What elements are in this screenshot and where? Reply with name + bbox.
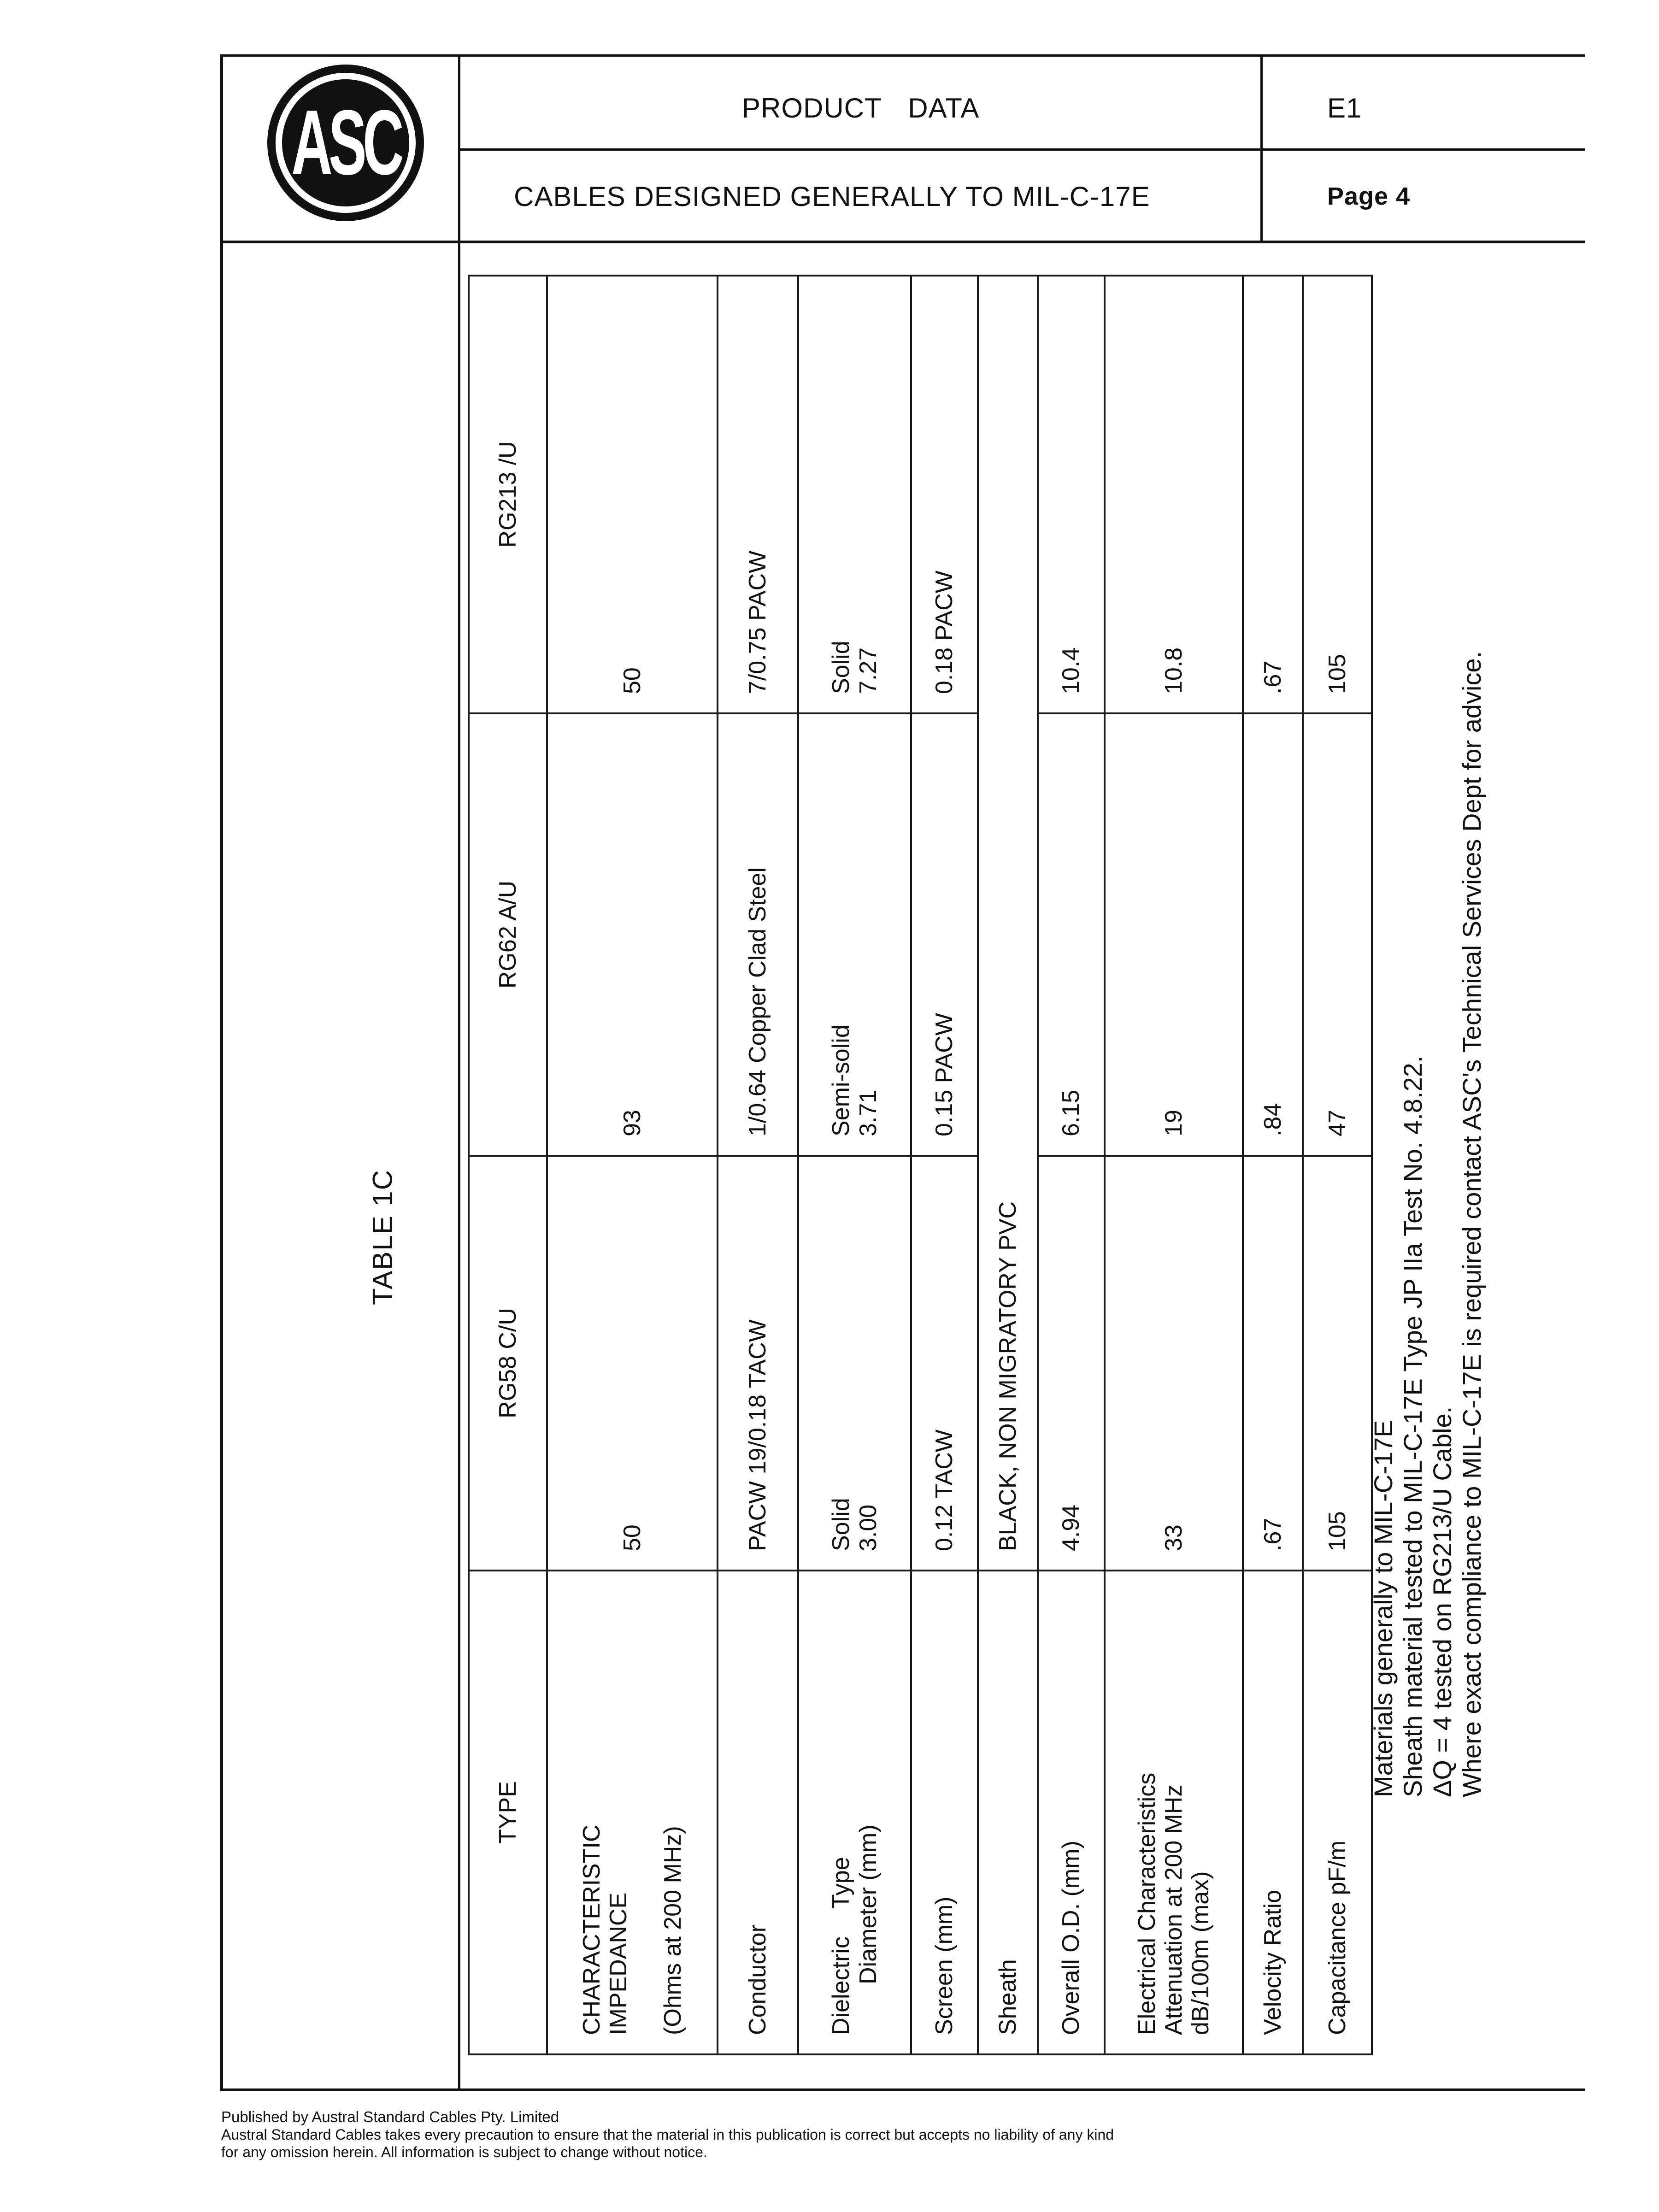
data-table-container <box>468 276 1357 2055</box>
row-velocity-ratio <box>1243 276 1303 2054</box>
cell-value: 33 <box>1105 1156 1243 1571</box>
publisher-footer <box>221 2108 1604 2161</box>
cell-value: 19 <box>1105 713 1243 1156</box>
cell-value: 105 <box>1303 1156 1372 1571</box>
cell-value: 0.12 TACW <box>911 1156 978 1571</box>
asc-logo <box>267 65 424 221</box>
row-label: Sheath <box>978 1571 1038 2054</box>
cell-value-spanning: BLACK, NON MIGRATORY PVC <box>978 276 1038 1571</box>
table-notes <box>1369 276 1487 1797</box>
row-sheath <box>978 276 1038 2054</box>
cell-value: 105 <box>1303 276 1372 713</box>
disclaimer-line: for any omission herein. All information is subject to change without notice. <box>221 2143 707 2160</box>
row-label <box>1105 1571 1243 2054</box>
label-line: CHARACTERISTIC <box>578 1824 605 2035</box>
note-line: ΔQ = 4 tested on RG213/U Cable. <box>1428 1406 1457 1797</box>
column-header-rg58: RG58 C/U <box>469 1156 547 1571</box>
column-header-type: TYPE <box>469 1571 547 2054</box>
header-bottom-border <box>220 241 1585 243</box>
row-label: Overall O.D. (mm) <box>1038 1571 1105 2054</box>
page-number: Page 4 <box>1327 182 1411 210</box>
cell-value: 10.4 <box>1038 276 1105 713</box>
row-label <box>798 1571 911 2054</box>
value-line: Solid <box>828 1498 855 1551</box>
label-line: (Ohms at 200 MHz) <box>659 1826 687 2035</box>
disclaimer-line: Austral Standard Cables takes every precaution to ensure that the material in this publication is correct but accepts no liability of any kind <box>221 2126 1114 2143</box>
row-conductor <box>718 276 798 2054</box>
row-label: Velocity Ratio <box>1243 1571 1303 2054</box>
cell-value: 7/0.75 PACW <box>718 276 798 713</box>
cell-value: 10.8 <box>1105 276 1243 713</box>
cell-value: 47 <box>1303 713 1372 1156</box>
cell-value: 50 <box>547 276 718 713</box>
row-capacitance <box>1303 276 1372 2054</box>
row-attenuation <box>1105 276 1243 2054</box>
row-label: Capacitance pF/m <box>1303 1571 1372 2054</box>
label-spacer <box>632 1590 659 2035</box>
row-impedance <box>547 276 718 2054</box>
cell-value: .84 <box>1243 713 1303 1156</box>
note-line: Sheath material tested to MIL-C-17E Type JP IIa Test No. 4.8.22. <box>1398 1055 1427 1797</box>
label-line: Attenuation at 200 MHz <box>1160 1784 1187 2035</box>
cell-value <box>798 1156 911 1571</box>
label-type: Type <box>828 1857 855 1909</box>
row-label: Conductor <box>718 1571 798 2054</box>
label-line <box>828 1590 854 2035</box>
publisher-line: Published by Austral Standard Cables Pty. Limited <box>221 2108 559 2125</box>
column-header-rg213: RG213 /U <box>469 276 547 713</box>
value-line: Solid <box>828 641 855 694</box>
document-title: PRODUCT DATA <box>742 93 980 124</box>
label-line <box>855 1590 882 2035</box>
document-subtitle: CABLES DESIGNED GENERALLY TO MIL-C-17E <box>514 181 1150 212</box>
note-line: Materials generally to MIL-C-17E <box>1369 1420 1398 1797</box>
value-line: 3.00 <box>854 1504 882 1551</box>
table-caption: TABLE 1C <box>367 1169 398 1305</box>
row-overall-od <box>1038 276 1105 2054</box>
label-line: dB/100m (max) <box>1187 1871 1214 2035</box>
cell-value: 50 <box>547 1156 718 1571</box>
note-line: Where exact compliance to MIL-C-17E is required contact ASC's Technical Services Dept for advice. <box>1457 651 1486 1797</box>
row-dielectric <box>798 276 911 2054</box>
label-line: Electrical Characteristics <box>1133 1772 1160 2035</box>
frame-bottom-border <box>220 2088 1585 2091</box>
row-label: Screen (mm) <box>911 1571 978 2054</box>
cell-value: 93 <box>547 713 718 1156</box>
cell-value: 6.15 <box>1038 713 1105 1156</box>
frame-top-border <box>220 54 1585 57</box>
value-line: 3.71 <box>854 1089 882 1136</box>
cell-value: PACW 19/0.18 TACW <box>718 1156 798 1571</box>
value-line: 7.27 <box>854 647 882 694</box>
row-screen <box>911 276 978 2054</box>
value-line: Semi-solid <box>828 1024 855 1136</box>
label-line: IMPEDANCE <box>605 1892 632 2035</box>
row-label <box>547 1571 718 2054</box>
cell-value: .67 <box>1243 276 1303 713</box>
header-divider-vertical <box>458 54 460 2091</box>
label-diameter: Diameter (mm) <box>854 1824 882 1984</box>
cell-value: 4.94 <box>1038 1156 1105 1571</box>
cable-data-table <box>468 275 1373 2055</box>
table-header-row <box>469 276 547 2054</box>
cell-value: .67 <box>1243 1156 1303 1571</box>
document-code: E1 <box>1327 93 1362 124</box>
cell-value: 1/0.64 Copper Clad Steel <box>718 713 798 1156</box>
cell-value <box>798 713 911 1156</box>
column-header-rg62: RG62 A/U <box>469 713 547 1156</box>
cell-value: 0.18 PACW <box>911 276 978 713</box>
label-dielectric: Dielectric <box>828 1936 855 2035</box>
frame-left-border <box>220 54 223 2091</box>
cell-value: 0.15 PACW <box>911 713 978 1156</box>
logo-text: ASC <box>291 91 400 194</box>
header-divider-middle <box>458 148 1585 151</box>
cell-value <box>798 276 911 713</box>
